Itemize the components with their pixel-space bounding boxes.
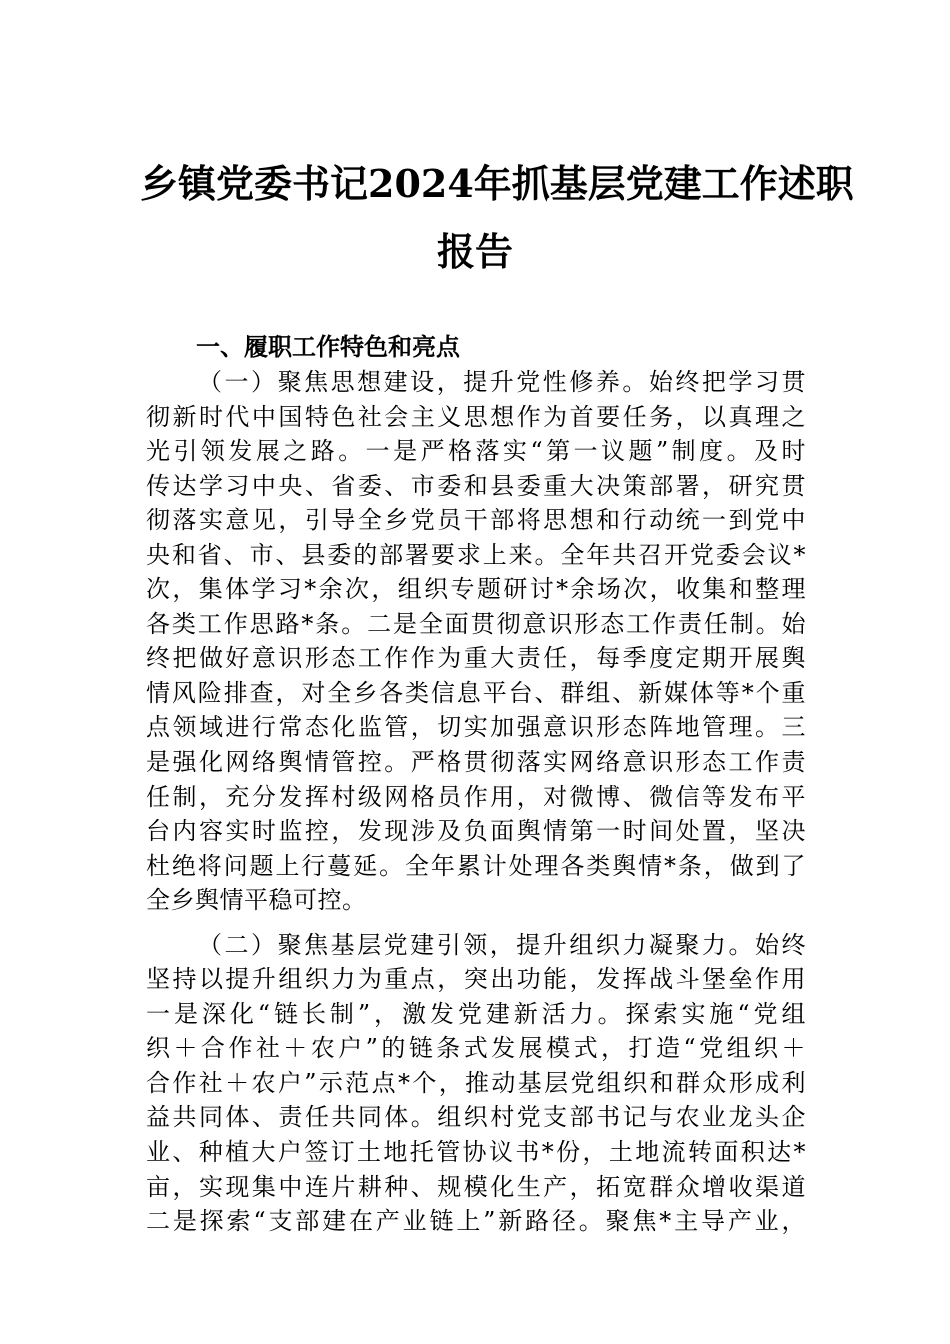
paragraph-1-line: 台内容实时监控，发现涉及负面舆情第一时间处置，坚决	[146, 817, 806, 846]
paragraph-2-line: 合作社＋农户”示范点*个，推动基层党组织和群众形成利	[146, 1068, 806, 1097]
paragraph-1-line: 彻落实意见，引导全乡党员干部将思想和行动统一到党中	[146, 506, 806, 535]
paragraph-2-line: 坚持以提升组织力为重点，突出功能，发挥战斗堡垒作用	[146, 965, 806, 994]
document-title-line-2: 报告	[436, 229, 513, 274]
document-title-line-1: 乡镇党委书记2024年抓基层党建工作述职	[140, 161, 854, 206]
paragraph-1-line: 央和省、市、县委的部署要求上来。全年共召开党委会议*	[146, 540, 806, 569]
paragraph-2-line: 益共同体、责任共同体。组织村党支部书记与农业龙头企	[146, 1103, 806, 1132]
paragraph-2-line: 业、种植大户签订土地托管协议书*份，土地流转面积达*	[146, 1138, 806, 1167]
paragraph-1-line: 任制，充分发挥村级网格员作用，对微博、微信等发布平	[146, 782, 806, 811]
paragraph-1-line: 光引领发展之路。一是严格落实“第一议题”制度。及时	[146, 437, 806, 466]
paragraph-2-line: （二）聚焦基层党建引领，提升组织力凝聚力。始终	[198, 930, 806, 959]
paragraph-1-line: 情风险排查，对全乡各类信息平台、群组、新媒体等*个重	[146, 678, 806, 707]
paragraph-1-line: 点领域进行常态化监管，切实加强意识形态阵地管理。三	[146, 713, 806, 742]
section-heading: 一、履职工作特色和亮点	[196, 333, 460, 361]
paragraph-2-line: 织＋合作社＋农户”的链条式发展模式，打造“党组织＋	[146, 1034, 806, 1063]
paragraph-1-line: （一）聚焦思想建设，提升党性修养。始终把学习贯	[198, 368, 806, 396]
paragraph-1-line: 杜绝将问题上行蔓延。全年累计处理各类舆情*条，做到了	[146, 851, 806, 880]
paragraph-2-line: 二是探索“支部建在产业链上”新路径。聚焦*主导产业，	[146, 1207, 806, 1236]
paragraph-2-line: 亩，实现集中连片耕种、规模化生产，拓宽群众增收渠道	[146, 1172, 806, 1201]
body-text	[146, 365, 806, 1239]
paragraph-1-line: 终把做好意识形态工作作为重大责任，每季度定期开展舆	[146, 644, 806, 673]
paragraph-2-line: 一是深化“链长制”，激发党建新活力。探索实施“党组	[146, 999, 806, 1028]
paragraph-1-line: 是强化网络舆情管控。严格贯彻落实网络意识形态工作责	[146, 748, 806, 777]
paragraph-1-line: 传达学习中央、省委、市委和县委重大决策部署，研究贯	[146, 471, 806, 500]
paragraph-1-line: 各类工作思路*条。二是全面贯彻意识形态工作责任制。始	[146, 609, 806, 638]
paragraph-1-line: 次，集体学习*余次，组织专题研讨*余场次，收集和整理	[146, 575, 806, 604]
paragraph-1-line: 全乡舆情平稳可控。	[146, 886, 367, 915]
paragraph-1-line: 彻新时代中国特色社会主义思想作为首要任务，以真理之	[146, 402, 806, 431]
